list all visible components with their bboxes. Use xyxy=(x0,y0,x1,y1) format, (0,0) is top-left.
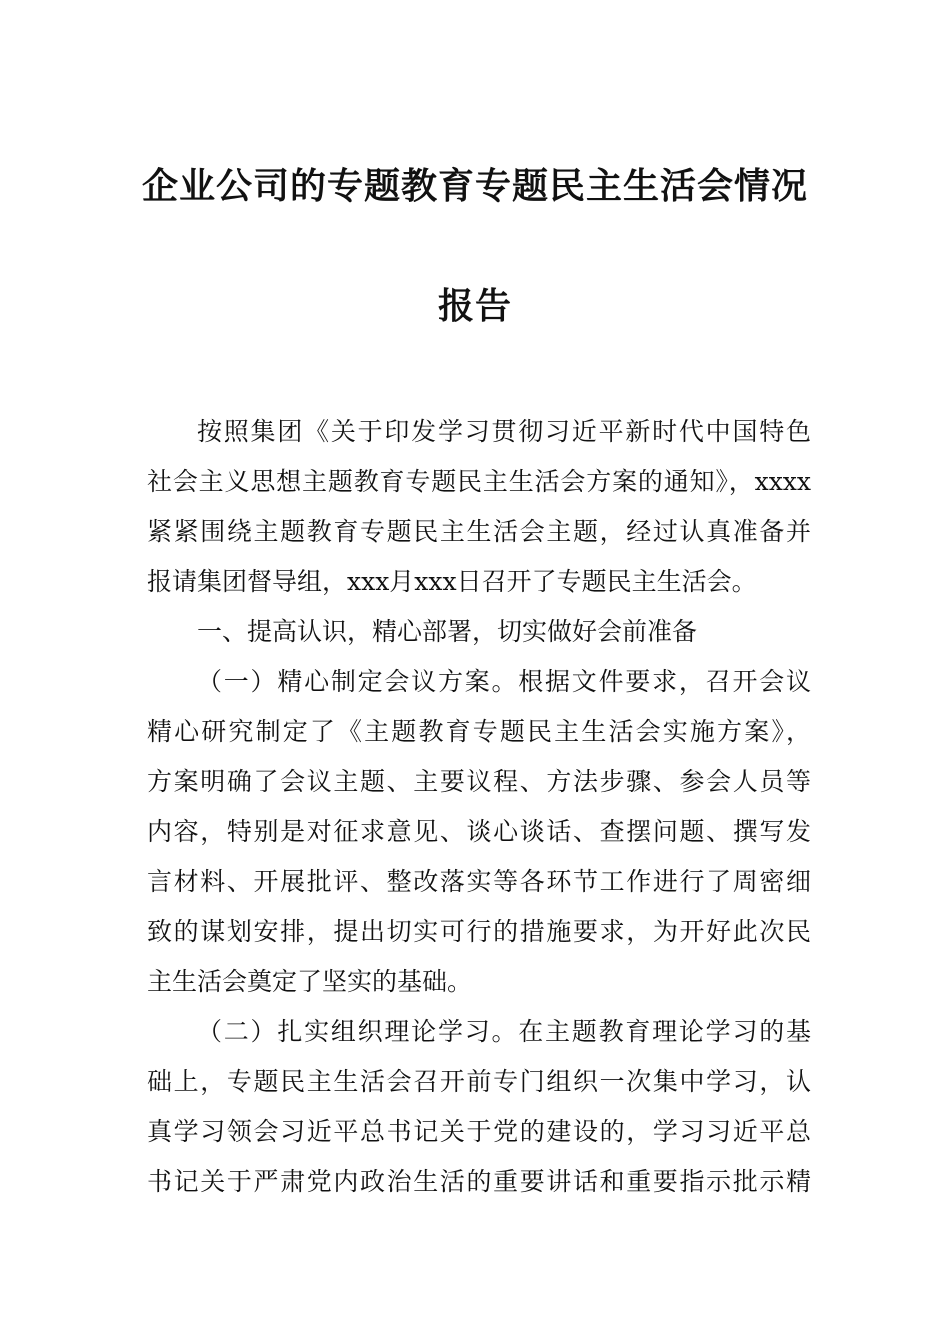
section-heading-1: 一、提高认识，精心部署，切实做好会前准备 xyxy=(197,617,698,646)
paragraph-2-line-7: 主生活会奠定了坚实的基础。 xyxy=(147,967,473,996)
paragraph-2-line-1: （一）精心制定会议方案。根据文件要求，召开会议 xyxy=(197,667,811,696)
document-title-line-2: 报告 xyxy=(437,285,512,327)
paragraph-2-line-6: 致的谋划安排，提出切实可行的措施要求，为开好此次民 xyxy=(147,917,811,946)
document-title-line-1: 企业公司的专题教育专题民主生活会情况 xyxy=(141,165,808,207)
paragraph-2-line-2: 精心研究制定了《主题教育专题民主生活会实施方案》， xyxy=(147,717,811,746)
paragraph-3-line-1: （二）扎实组织理论学习。在主题教育理论学习的基 xyxy=(197,1017,811,1046)
paragraph-1-line-2: 社会主义思想主题教育专题民主生活会方案的通知》，xxxx xyxy=(147,467,811,496)
paragraph-1-line-4: 报请集团督导组，xxx月xxx日召开了专题民主生活会。 xyxy=(147,567,757,596)
paragraph-3-line-2: 础上，专题民主生活会召开前专门组织一次集中学习，认 xyxy=(147,1067,811,1096)
paragraph-1-line-1: 按照集团《关于印发学习贯彻习近平新时代中国特色 xyxy=(197,417,811,446)
paragraph-1-line-3: 紧紧围绕主题教育专题民主生活会主题，经过认真准备并 xyxy=(147,517,811,546)
paragraph-2-line-5: 言材料、开展批评、整改落实等各环节工作进行了周密细 xyxy=(147,867,811,896)
paragraph-2-line-4: 内容，特别是对征求意见、谈心谈话、查摆问题、撰写发 xyxy=(147,817,811,846)
paragraph-3-line-4: 书记关于严肃党内政治生活的重要讲话和重要指示批示精 xyxy=(147,1167,811,1196)
paragraph-2-line-3: 方案明确了会议主题、主要议程、方法步骤、参会人员等 xyxy=(147,767,811,796)
paragraph-3-line-3: 真学习领会习近平总书记关于党的建设的，学习习近平总 xyxy=(147,1117,811,1146)
